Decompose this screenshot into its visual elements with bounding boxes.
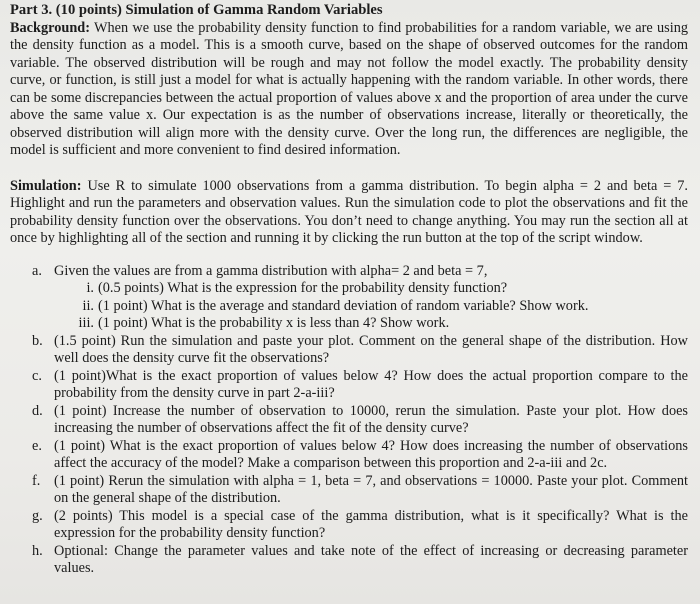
document-title: Part 3. (10 points) Simulation of Gamma Random Variables — [10, 2, 383, 18]
question-f — [32, 472, 688, 508]
subquestion-text: (1 point) What is the probability x is less than 4? Show work. — [98, 315, 450, 331]
question-text: (1 point)What is the exact proportion of values below 4? How does the actual proportion compare to the probability from the density curve in part 2-a-iii? — [54, 367, 688, 401]
question-text: (1 point) Increase the number of observation to 10000, rerun the simulation. Paste your plot. How does increasing the number of observations affect the fit of the density curve? — [54, 402, 688, 436]
background-paragraph — [10, 20, 688, 160]
subquestion-marker: i. — [86, 280, 94, 296]
question-marker: b. — [32, 332, 43, 349]
question-list — [10, 263, 688, 578]
question-d — [32, 402, 688, 438]
subquestion-marker: iii. — [78, 315, 94, 331]
subquestion-i — [86, 280, 688, 298]
subquestion-marker: ii. — [82, 297, 94, 314]
question-h — [32, 542, 688, 578]
question-marker: f. — [32, 472, 41, 489]
question-text: Optional: Change the parameter values and take note of the effect of increasing or decreasing parameter values. — [54, 542, 688, 576]
question-text: (2 points) This model is a special case of the gamma distribution, what is it specifically? What is the expression for the probability density function? — [54, 507, 688, 541]
question-text: Given the values are from a gamma distribution with alpha= 2 and beta = 7, — [54, 262, 488, 279]
subquestion-text: (1 point) What is the average and standard deviation of random variable? Show work. — [98, 297, 589, 314]
question-e — [32, 437, 688, 473]
subquestion-ii — [82, 297, 688, 316]
question-text: (1 point) What is the exact proportion of values below 4? How does increasing the number of observations affect the accuracy of the model? Make a comparison between this proportion and 2-a-iii and 2c. — [54, 437, 688, 471]
background-text: When we use the probability density function to find probabilities for a random variable, we are using the density function as a model. This is a smooth curve, based on the shape of observed outcomes for the random variable. The observed distribution will be rough and may not follow the model exactly. The probability density curve, or function, is still just a model for what is actually happening with the random variable. In other words, there can be some discrepancies between the actual proportion of values above x and the proportion of area under the curve above the same value x. Our expectation is as the number of observations increase, literally or theoretically, the observed distribution will align more with the density curve. Over the long run, the differences are negligible, the model is sufficient and more convenient to find desired information. — [10, 19, 688, 158]
subquestion-iii — [78, 315, 688, 333]
question-marker: g. — [32, 507, 43, 524]
question-marker: a. — [32, 262, 42, 279]
simulation-paragraph — [10, 178, 688, 248]
question-text: (1.5 point) Run the simulation and paste your plot. Comment on the general shape of the distribution. How well does the density curve fit the observations? — [54, 332, 688, 366]
question-b — [32, 332, 688, 368]
question-g — [32, 507, 688, 543]
question-marker: h. — [32, 542, 43, 559]
question-marker: e. — [32, 437, 42, 454]
simulation-label: Simulation: — [10, 177, 82, 194]
question-marker: d. — [32, 402, 43, 419]
background-label: Background: — [10, 19, 90, 36]
question-marker: c. — [32, 367, 42, 384]
question-a — [32, 262, 688, 333]
subquestion-list — [54, 280, 688, 333]
subquestion-text: (0.5 points) What is the expression for the probability density function? — [98, 280, 508, 296]
simulation-text: Use R to simulate 1000 observations from a gamma distribution. To begin alpha = 2 and beta = 7. Highlight and run the parameters and observation values. Run the simulation code to plot the observations and fit the probability density function over the observations. You don’t need to change anything. You may run the section all at once by highlighting all of the section and running it by clicking the run button at the top of the script window. — [10, 177, 688, 246]
question-c — [32, 367, 688, 403]
question-text: (1 point) Rerun the simulation with alpha = 1, beta = 7, and observations = 10000. Paste your plot. Comment on the general shape of the distribution. — [54, 472, 688, 506]
